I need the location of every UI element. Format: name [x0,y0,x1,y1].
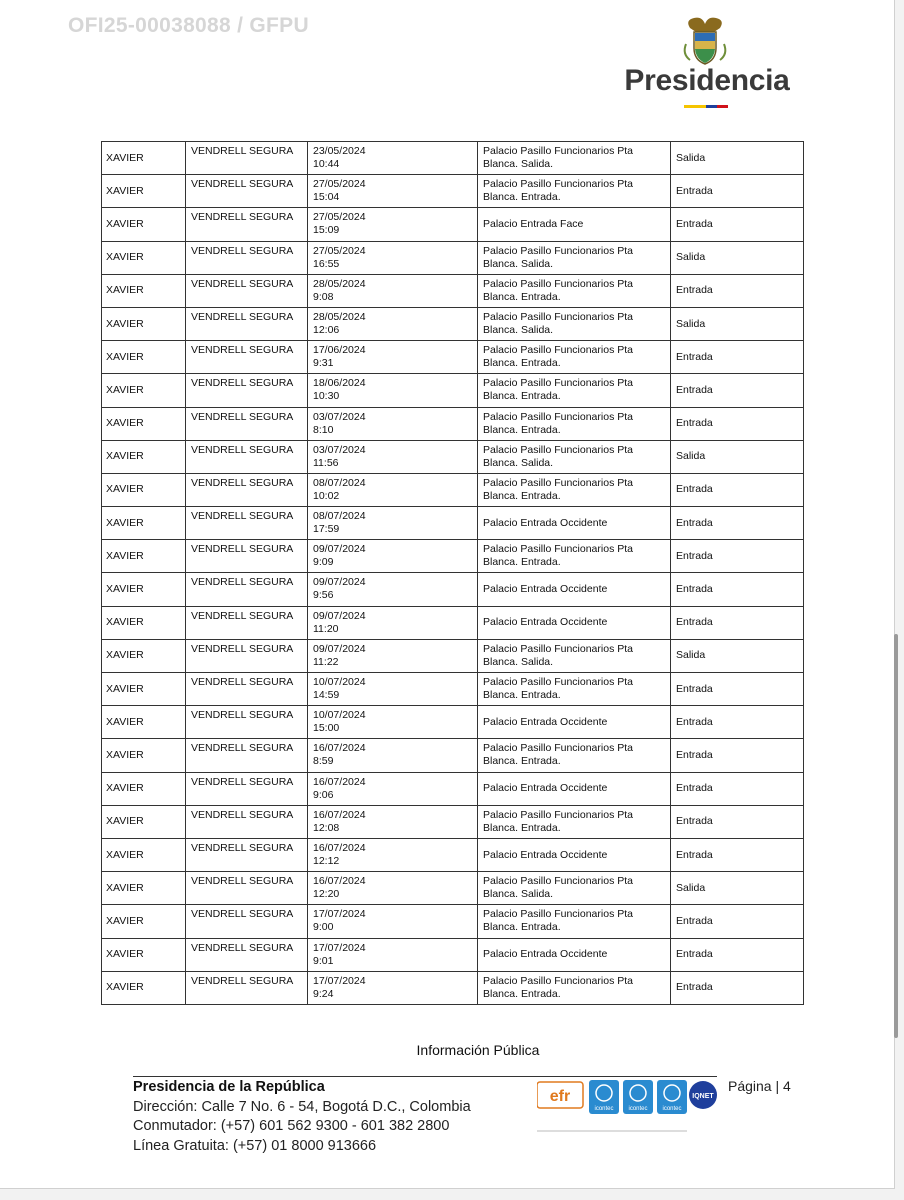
table-row [102,407,804,440]
first-name-cell: XAVIER [102,805,186,838]
direction-cell: Entrada [671,739,804,772]
direction-cell: Entrada [671,838,804,871]
table-row [102,639,804,672]
location-cell: Palacio Pasillo Funcionarios Pta Blanca. Salida. [478,872,671,905]
efr-logo [537,1082,583,1108]
direction-cell: Entrada [671,540,804,573]
first-name-cell: XAVIER [102,274,186,307]
iqnet-logo [689,1081,717,1109]
first-name-cell: XAVIER [102,938,186,971]
datetime-cell: 08/07/2024 10:02 [308,473,478,506]
table-row [102,507,804,540]
location-cell: Palacio Pasillo Funcionarios Pta Blanca. Entrada. [478,971,671,1004]
first-name-cell: XAVIER [102,739,186,772]
vertical-scrollbar[interactable] [894,634,898,1038]
location-cell: Palacio Pasillo Funcionarios Pta Blanca. Entrada. [478,540,671,573]
table-row [102,838,804,871]
iqnet-text: IQNET [692,1093,714,1100]
first-name-cell: XAVIER [102,971,186,1004]
direction-cell: Entrada [671,938,804,971]
table-row [102,307,804,340]
direction-cell: Salida [671,142,804,175]
table-row [102,905,804,938]
location-cell: Palacio Entrada Occidente [478,606,671,639]
location-cell: Palacio Entrada Occidente [478,772,671,805]
icontec-logo-1 [589,1080,619,1114]
direction-cell: Salida [671,440,804,473]
last-name-cell: VENDRELL SEGURA [186,639,308,672]
datetime-cell: 16/07/2024 8:59 [308,739,478,772]
flag-blue [706,105,717,108]
datetime-cell: 28/05/2024 12:06 [308,307,478,340]
table-row [102,606,804,639]
last-name-cell: VENDRELL SEGURA [186,905,308,938]
footer-institution: Presidencia de la República [133,1079,325,1095]
table-row [102,274,804,307]
footer-divider [133,1076,717,1077]
datetime-cell: 08/07/2024 17:59 [308,507,478,540]
table-row [102,175,804,208]
last-name-cell: VENDRELL SEGURA [186,805,308,838]
cert-caption-line [537,1130,687,1132]
location-cell: Palacio Pasillo Funcionarios Pta Blanca. Entrada. [478,473,671,506]
footer-phone: Conmutador: (+57) 601 562 9300 - 601 382 2800 [133,1118,450,1134]
location-cell: Palacio Entrada Face [478,208,671,241]
datetime-cell: 10/07/2024 14:59 [308,673,478,706]
direction-cell: Entrada [671,805,804,838]
last-name-cell: VENDRELL SEGURA [186,938,308,971]
first-name-cell: XAVIER [102,606,186,639]
direction-cell: Entrada [671,407,804,440]
last-name-cell: VENDRELL SEGURA [186,772,308,805]
first-name-cell: XAVIER [102,540,186,573]
datetime-cell: 09/07/2024 9:09 [308,540,478,573]
direction-cell: Entrada [671,341,804,374]
table-row [102,241,804,274]
last-name-cell: VENDRELL SEGURA [186,142,308,175]
last-name-cell: VENDRELL SEGURA [186,573,308,606]
last-name-cell: VENDRELL SEGURA [186,540,308,573]
datetime-cell: 23/05/2024 10:44 [308,142,478,175]
last-name-cell: VENDRELL SEGURA [186,473,308,506]
table-row [102,739,804,772]
document-code: OFI25-00038088 / GFPU [68,14,309,37]
last-name-cell: VENDRELL SEGURA [186,341,308,374]
first-name-cell: XAVIER [102,772,186,805]
classification-label: Información Pública [416,1042,540,1058]
first-name-cell: XAVIER [102,341,186,374]
location-cell: Palacio Pasillo Funcionarios Pta Blanca. Salida. [478,241,671,274]
first-name-cell: XAVIER [102,507,186,540]
table-row [102,473,804,506]
direction-cell: Entrada [671,507,804,540]
table-row [102,540,804,573]
efr-text: efr [549,1088,571,1105]
table-row [102,341,804,374]
table-row [102,706,804,739]
datetime-cell: 27/05/2024 15:09 [308,208,478,241]
last-name-cell: VENDRELL SEGURA [186,838,308,871]
datetime-cell: 09/07/2024 11:20 [308,606,478,639]
location-cell: Palacio Entrada Occidente [478,706,671,739]
direction-cell: Entrada [671,175,804,208]
certification-logos [537,1080,717,1144]
first-name-cell: XAVIER [102,374,186,407]
table-row [102,772,804,805]
access-log-table [101,141,804,1005]
first-name-cell: XAVIER [102,573,186,606]
last-name-cell: VENDRELL SEGURA [186,407,308,440]
footer-address: Dirección: Calle 7 No. 6 - 54, Bogotá D.C., Colombia [133,1098,471,1115]
direction-cell: Entrada [671,706,804,739]
access-log-body [102,142,804,1005]
flag-stripe [684,105,728,108]
first-name-cell: XAVIER [102,673,186,706]
first-name-cell: XAVIER [102,241,186,274]
last-name-cell: VENDRELL SEGURA [186,208,308,241]
datetime-cell: 17/06/2024 9:31 [308,341,478,374]
last-name-cell: VENDRELL SEGURA [186,175,308,208]
table-row [102,440,804,473]
direction-cell: Entrada [671,905,804,938]
direction-cell: Entrada [671,274,804,307]
coat-of-arms-icon [680,14,730,68]
direction-cell: Entrada [671,971,804,1004]
presidencia-wordmark: Presidencia [624,64,790,97]
location-cell: Palacio Pasillo Funcionarios Pta Blanca. Entrada. [478,673,671,706]
datetime-cell: 03/07/2024 11:56 [308,440,478,473]
location-cell: Palacio Pasillo Funcionarios Pta Blanca. Entrada. [478,374,671,407]
datetime-cell: 16/07/2024 12:08 [308,805,478,838]
location-cell: Palacio Entrada Occidente [478,938,671,971]
location-cell: Palacio Pasillo Funcionarios Pta Blanca. Salida. [478,639,671,672]
location-cell: Palacio Pasillo Funcionarios Pta Blanca. Entrada. [478,341,671,374]
icontec-text-3: icontec [662,1106,682,1112]
table-row [102,573,804,606]
last-name-cell: VENDRELL SEGURA [186,673,308,706]
first-name-cell: XAVIER [102,838,186,871]
location-cell: Palacio Entrada Occidente [478,838,671,871]
direction-cell: Entrada [671,374,804,407]
table-row [102,938,804,971]
location-cell: Palacio Entrada Occidente [478,573,671,606]
datetime-cell: 16/07/2024 9:06 [308,772,478,805]
first-name-cell: XAVIER [102,440,186,473]
datetime-cell: 09/07/2024 11:22 [308,639,478,672]
last-name-cell: VENDRELL SEGURA [186,872,308,905]
icontec-text-2: icontec [628,1106,648,1112]
page-number: Página | 4 [728,1078,791,1094]
datetime-cell: 27/05/2024 15:04 [308,175,478,208]
first-name-cell: XAVIER [102,905,186,938]
table-row [102,142,804,175]
datetime-cell: 03/07/2024 8:10 [308,407,478,440]
first-name-cell: XAVIER [102,473,186,506]
first-name-cell: XAVIER [102,208,186,241]
direction-cell: Entrada [671,606,804,639]
location-cell: Palacio Entrada Occidente [478,507,671,540]
direction-cell: Salida [671,307,804,340]
first-name-cell: XAVIER [102,872,186,905]
first-name-cell: XAVIER [102,175,186,208]
last-name-cell: VENDRELL SEGURA [186,307,308,340]
table-row [102,971,804,1004]
location-cell: Palacio Pasillo Funcionarios Pta Blanca. Salida. [478,307,671,340]
presidencia-logo [622,14,792,114]
last-name-cell: VENDRELL SEGURA [186,606,308,639]
location-cell: Palacio Pasillo Funcionarios Pta Blanca. Salida. [478,440,671,473]
first-name-cell: XAVIER [102,639,186,672]
first-name-cell: XAVIER [102,307,186,340]
location-cell: Palacio Pasillo Funcionarios Pta Blanca. Entrada. [478,905,671,938]
table-row [102,673,804,706]
datetime-cell: 17/07/2024 9:00 [308,905,478,938]
last-name-cell: VENDRELL SEGURA [186,507,308,540]
table-row [102,374,804,407]
icontec-text-1: icontec [594,1106,614,1112]
last-name-cell: VENDRELL SEGURA [186,440,308,473]
last-name-cell: VENDRELL SEGURA [186,971,308,1004]
icontec-logo-2 [623,1080,653,1114]
location-cell: Palacio Pasillo Funcionarios Pta Blanca. Entrada. [478,175,671,208]
direction-cell: Entrada [671,208,804,241]
first-name-cell: XAVIER [102,706,186,739]
datetime-cell: 16/07/2024 12:20 [308,872,478,905]
datetime-cell: 27/05/2024 16:55 [308,241,478,274]
location-cell: Palacio Pasillo Funcionarios Pta Blanca. Entrada. [478,407,671,440]
footer-toll-free: Línea Gratuita: (+57) 01 8000 913666 [133,1137,377,1154]
datetime-cell: 28/05/2024 9:08 [308,274,478,307]
direction-cell: Salida [671,241,804,274]
last-name-cell: VENDRELL SEGURA [186,739,308,772]
location-cell: Palacio Pasillo Funcionarios Pta Blanca. Salida. [478,142,671,175]
last-name-cell: VENDRELL SEGURA [186,241,308,274]
direction-cell: Entrada [671,473,804,506]
location-cell: Palacio Pasillo Funcionarios Pta Blanca. Entrada. [478,274,671,307]
flag-yellow [684,105,706,108]
last-name-cell: VENDRELL SEGURA [186,374,308,407]
footer-contact [133,1078,471,1156]
datetime-cell: 17/07/2024 9:01 [308,938,478,971]
table-row [102,208,804,241]
table-row [102,872,804,905]
datetime-cell: 09/07/2024 9:56 [308,573,478,606]
datetime-cell: 17/07/2024 9:24 [308,971,478,1004]
location-cell: Palacio Pasillo Funcionarios Pta Blanca. Entrada. [478,805,671,838]
table-row [102,805,804,838]
datetime-cell: 18/06/2024 10:30 [308,374,478,407]
last-name-cell: VENDRELL SEGURA [186,274,308,307]
direction-cell: Salida [671,639,804,672]
first-name-cell: XAVIER [102,142,186,175]
last-name-cell: VENDRELL SEGURA [186,706,308,739]
datetime-cell: 16/07/2024 12:12 [308,838,478,871]
direction-cell: Entrada [671,673,804,706]
first-name-cell: XAVIER [102,407,186,440]
direction-cell: Entrada [671,772,804,805]
location-cell: Palacio Pasillo Funcionarios Pta Blanca. Entrada. [478,739,671,772]
direction-cell: Salida [671,872,804,905]
icontec-logo-3 [657,1080,687,1114]
flag-red [717,105,728,108]
datetime-cell: 10/07/2024 15:00 [308,706,478,739]
direction-cell: Entrada [671,573,804,606]
